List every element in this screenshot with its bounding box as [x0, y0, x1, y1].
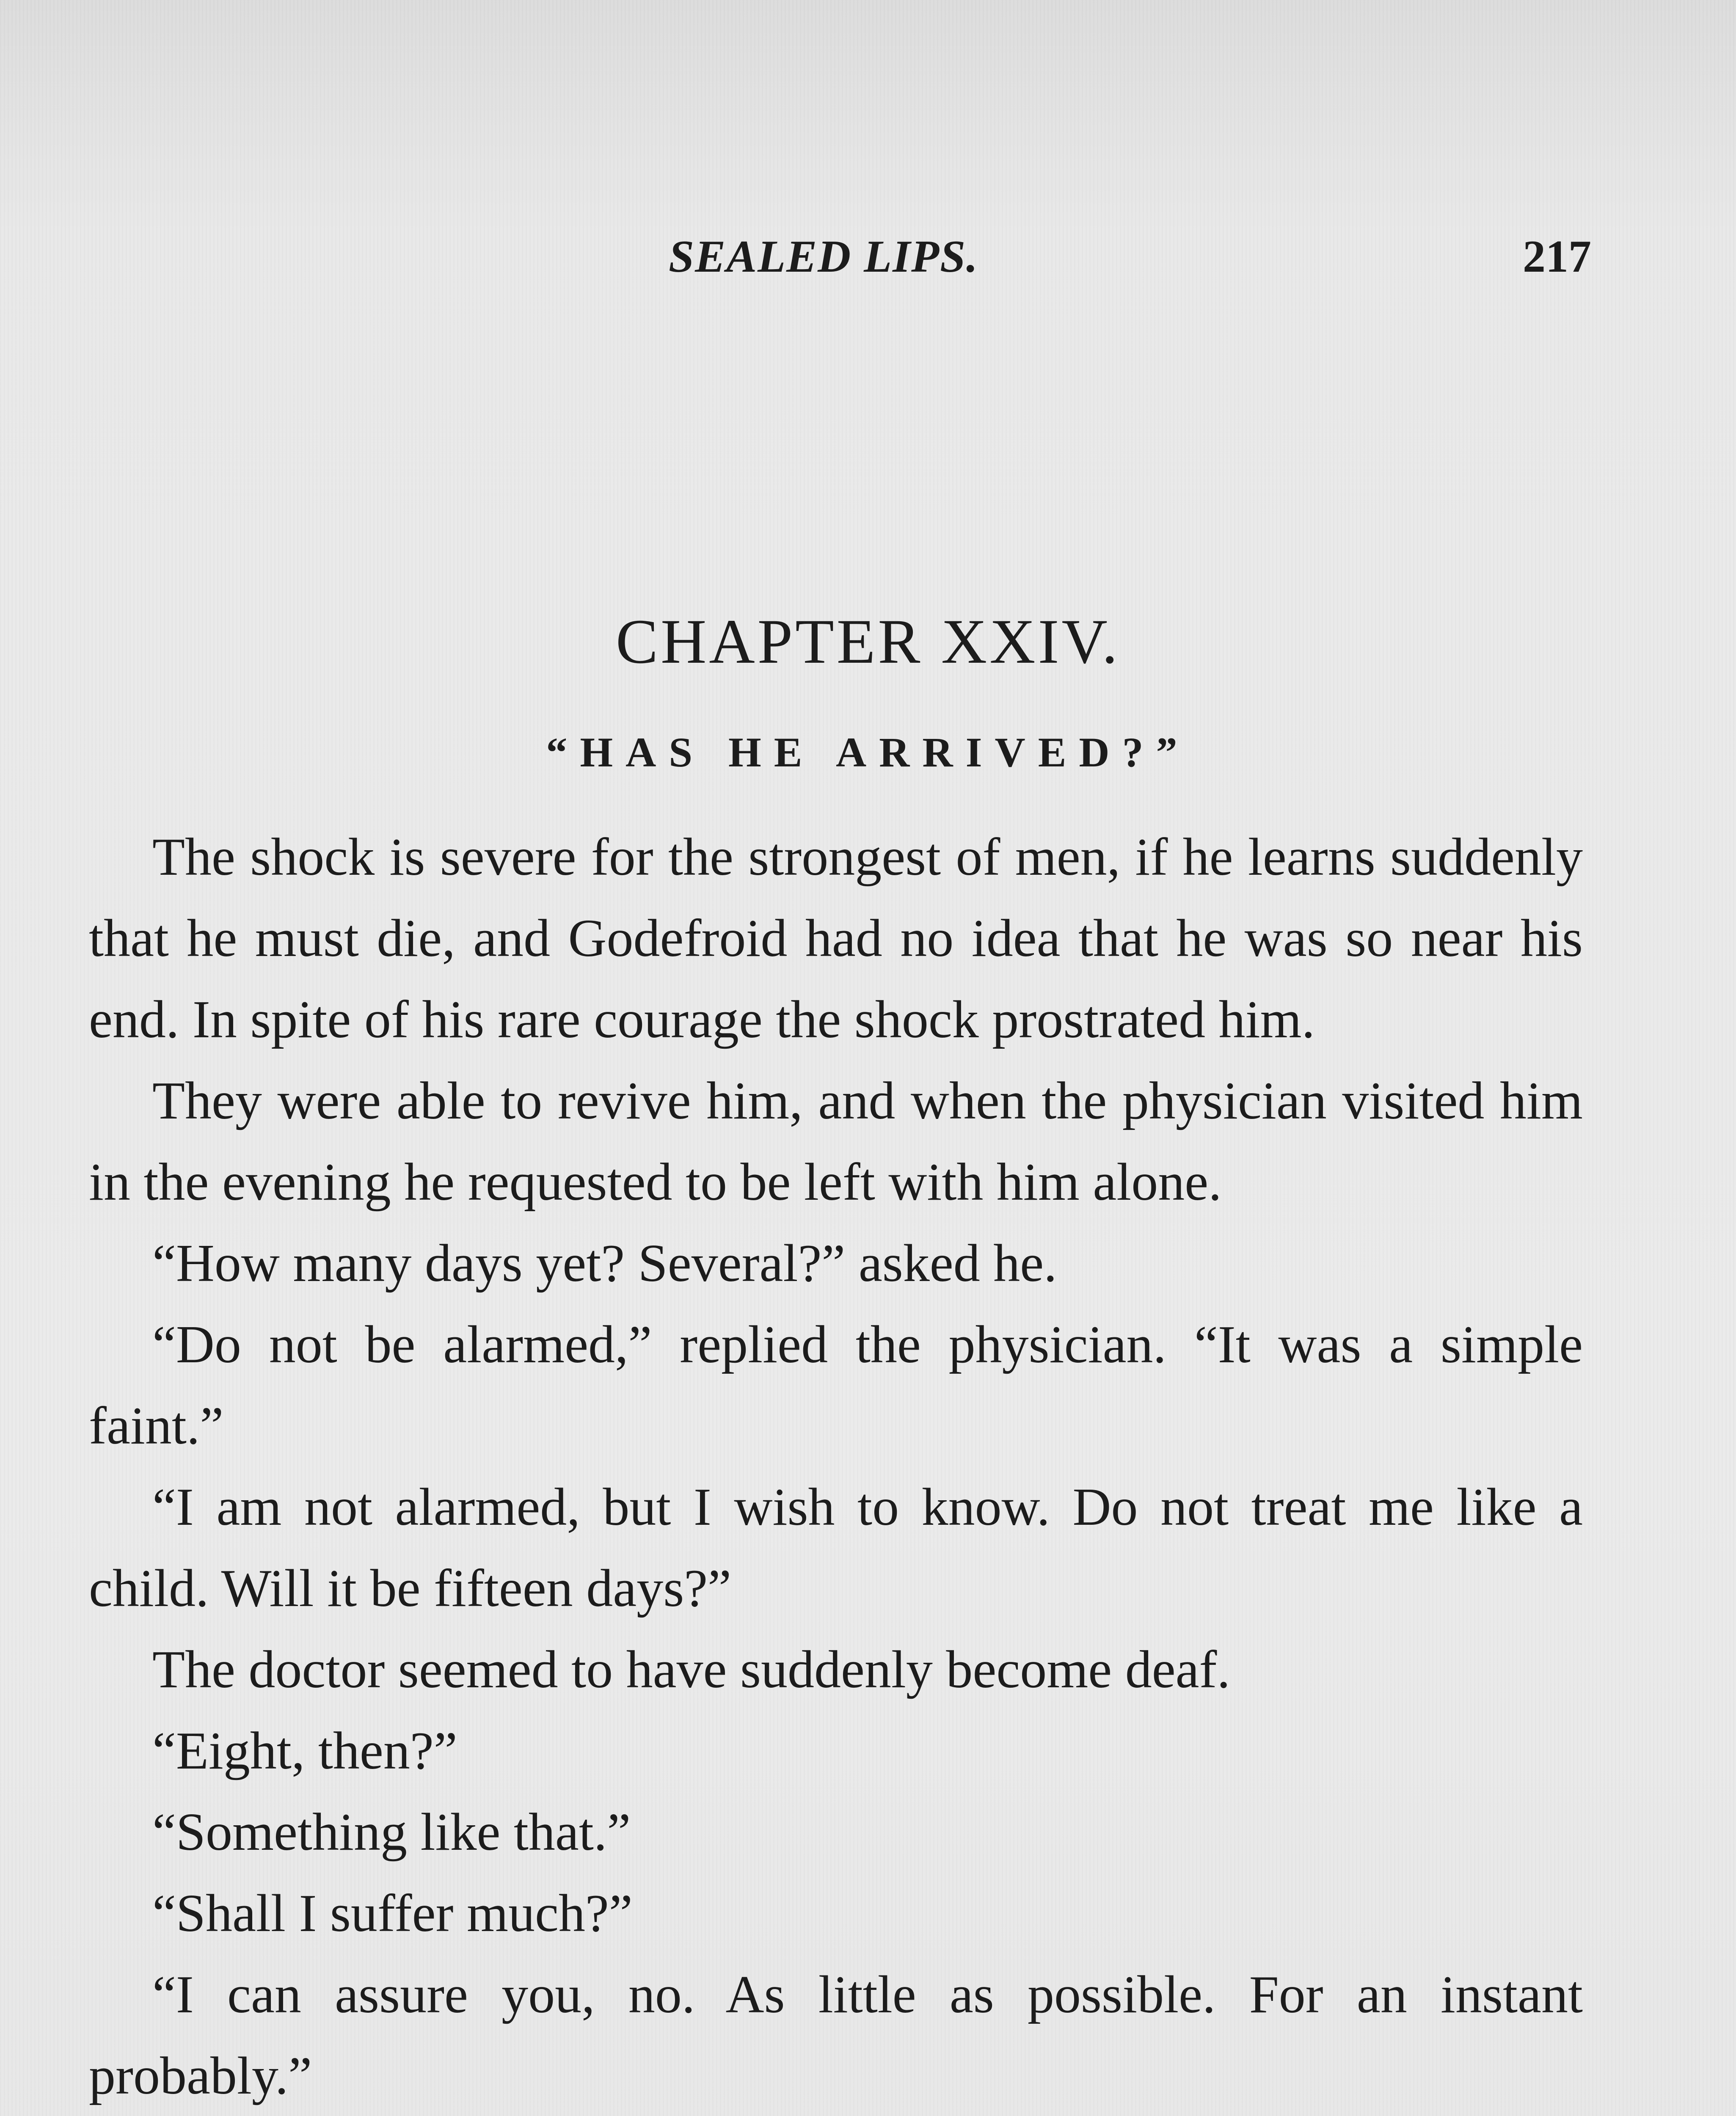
chapter-title: CHAPTER XXIV.	[615, 606, 1120, 677]
paragraph: The doctor seemed to have suddenly become deaf.	[152, 1640, 1231, 1699]
paragraph: “Do not be alarmed,” replied the physician. “It was a simple faint.”	[89, 1315, 1583, 1455]
paragraph: They were able to revive him, and when the physician visited him in the evening he requested to be left with him alone.	[89, 1072, 1583, 1212]
running-head	[93, 231, 1591, 290]
paragraph: “I can assure you, no. As little as possible. For an instant probably.”	[89, 1965, 1583, 2105]
running-title: SEALED LIPS.	[669, 231, 979, 282]
body-text	[89, 817, 1583, 2116]
paragraph: “Something like that.”	[152, 1803, 631, 1862]
paragraph: The shock is severe for the strongest of men, if he learns suddenly that he must die, and Godefroid had no idea that he was so near his end. In spite of his rare courage the shock prostrated him.	[89, 828, 1583, 1049]
paragraph: “Shall I suffer much?”	[152, 1884, 633, 1943]
chapter-subtitle: “HAS HE ARRIVED?”	[546, 729, 1190, 776]
page-number: 217	[1523, 231, 1591, 282]
paragraph: “Eight, then?”	[152, 1722, 457, 1780]
paragraph: “I am not alarmed, but I wish to know. Do not treat me like a child. Will it be fifteen days?”	[89, 1478, 1583, 1618]
paragraph: “How many days yet? Several?” asked he.	[152, 1234, 1057, 1293]
